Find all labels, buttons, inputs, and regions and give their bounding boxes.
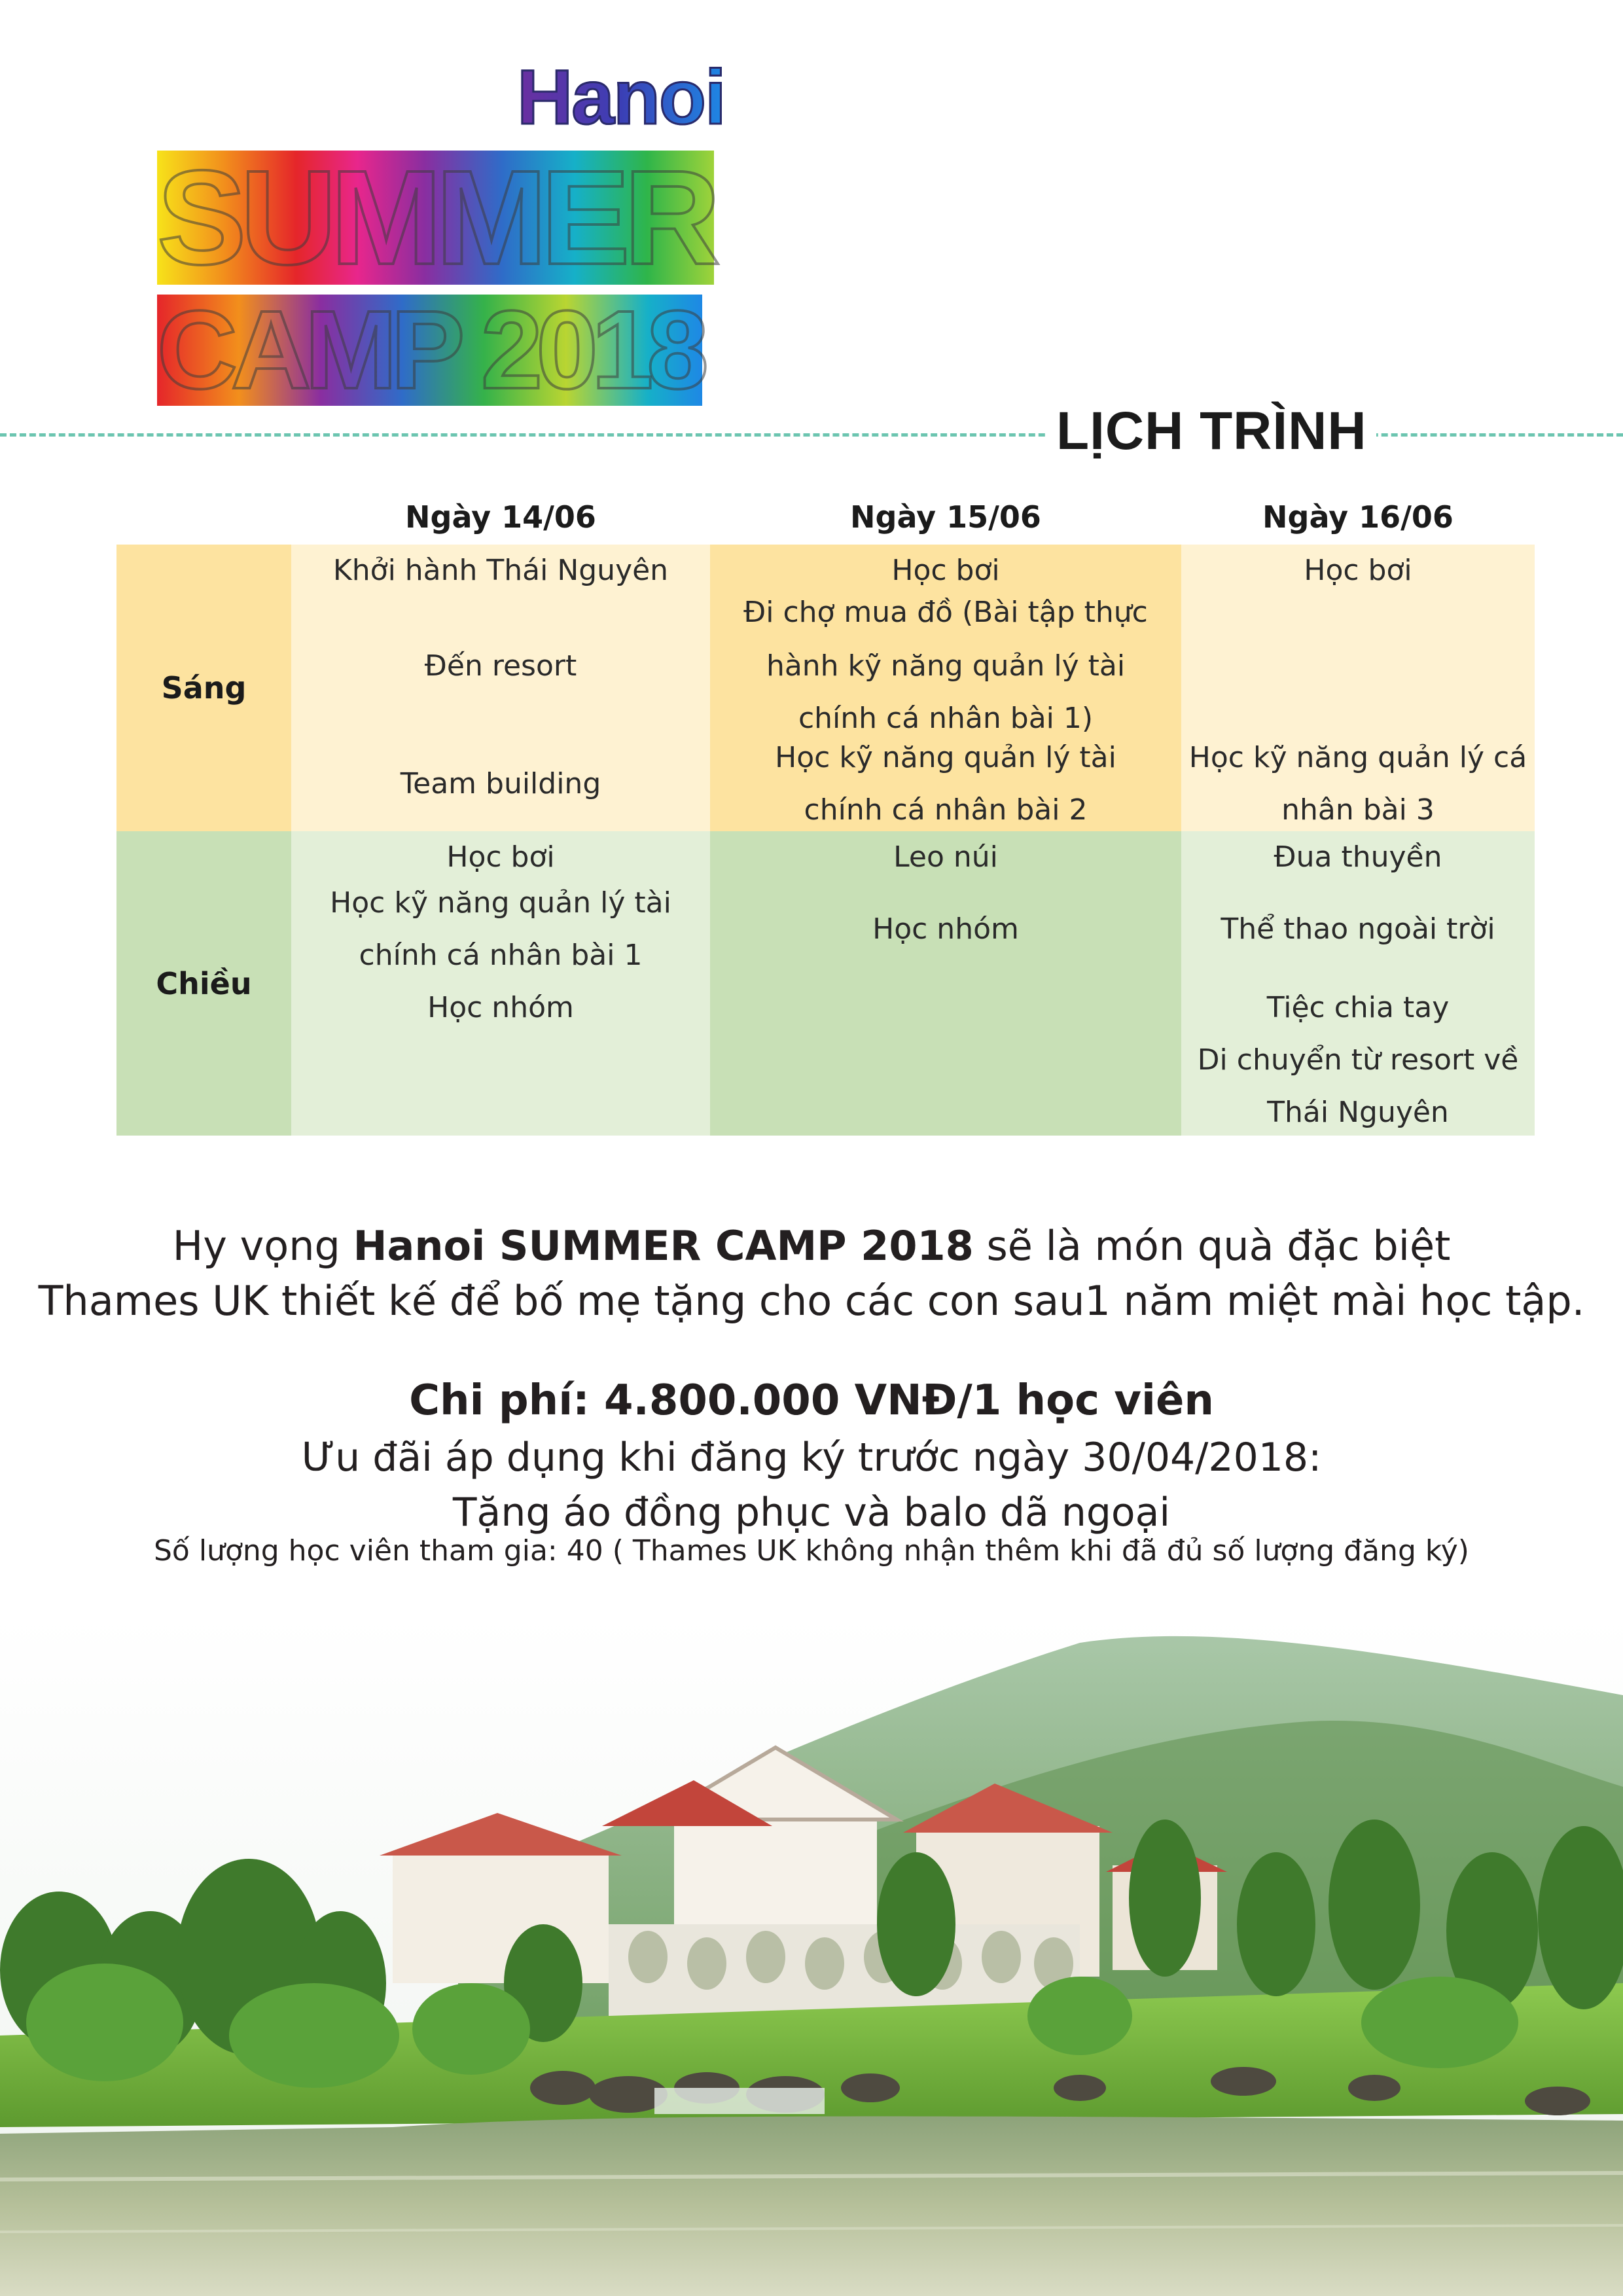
activity: hành kỹ năng quản lý tài xyxy=(766,649,1126,683)
activity: chính cá nhân bài 2 xyxy=(804,793,1088,827)
row-label-morning: Sáng xyxy=(116,545,291,831)
activity: Đến resort xyxy=(424,649,577,683)
offer-line: Ưu đãi áp dụng khi đăng ký trước ngày 30/04/2018: xyxy=(301,1435,1322,1480)
activity: Thái Nguyên xyxy=(1267,1096,1449,1129)
activity: chính cá nhân bài 1 xyxy=(359,939,643,972)
hope-suffix: sẽ là món quà đặc biệt xyxy=(973,1222,1451,1270)
resort-landscape-image xyxy=(0,1617,1623,2296)
activity: nhân bài 3 xyxy=(1281,793,1435,827)
schedule-cell-morning-day1 xyxy=(291,545,710,831)
dashed-divider xyxy=(0,433,1623,437)
schedule-cell-morning-day3 xyxy=(1181,545,1535,831)
logo-hanoi-text: Hanoi xyxy=(517,54,725,141)
day-header-3: Ngày 16/06 xyxy=(1262,499,1454,535)
participant-count-line: Số lượng học viên tham gia: 40 ( Thames UK không nhận thêm khi đã đủ số lượng đăng ký) xyxy=(154,1534,1469,1568)
hope-paragraph xyxy=(0,1219,1623,1329)
activity: Học kỹ năng quản lý tài xyxy=(775,741,1116,774)
activity: Đua thuyền xyxy=(1274,840,1442,874)
activity: Đi chợ mua đồ (Bài tập thực xyxy=(743,596,1148,629)
activity: Di chuyển từ resort về xyxy=(1197,1043,1519,1077)
activity: Học bơi xyxy=(446,840,555,874)
activity: Học nhóm xyxy=(872,912,1019,946)
activity: Học kỹ năng quản lý cá xyxy=(1188,741,1527,774)
activity: Học bơi xyxy=(891,554,1000,587)
schedule-cell-afternoon-day3 xyxy=(1181,831,1535,1136)
hope-camp-name: Hanoi SUMMER CAMP 2018 xyxy=(353,1222,974,1270)
activity: Tiệc chia tay xyxy=(1266,991,1450,1024)
activity: Khởi hành Thái Nguyên xyxy=(332,554,669,587)
gift-line: Tặng áo đồng phục và balo dã ngoại xyxy=(452,1490,1171,1535)
logo-camp-text: CAMP 2018 xyxy=(157,288,702,412)
hope-prefix: Hy vọng xyxy=(172,1222,353,1270)
schedule-cell-afternoon-day1 xyxy=(291,831,710,1136)
activity: Leo núi xyxy=(893,840,998,874)
row-label-afternoon: Chiều xyxy=(116,831,291,1136)
activity: Thể thao ngoài trời xyxy=(1221,912,1495,946)
schedule-cell-morning-day2 xyxy=(710,545,1181,831)
logo-summer-text: SUMMER xyxy=(157,143,715,293)
activity: Học kỹ năng quản lý tài xyxy=(330,886,671,920)
activity: Team building xyxy=(400,767,601,800)
camp-logo xyxy=(157,54,746,412)
activity: Học nhóm xyxy=(427,991,574,1024)
hope-line-2: Thames UK thiết kế để bố mẹ tặng cho các con sau1 năm miệt mài học tập. xyxy=(38,1277,1585,1325)
schedule-cell-afternoon-day2 xyxy=(710,831,1181,1136)
day-header-1: Ngày 14/06 xyxy=(405,499,596,535)
schedule-title: LỊCH TRÌNH xyxy=(1047,401,1376,462)
hope-line-1 xyxy=(0,1219,1623,1274)
day-header-2: Ngày 15/06 xyxy=(850,499,1041,535)
cost-line: Chi phí: 4.800.000 VNĐ/1 học viên xyxy=(409,1376,1214,1425)
activity: chính cá nhân bài 1) xyxy=(798,702,1094,735)
activity: Học bơi xyxy=(1304,554,1412,587)
